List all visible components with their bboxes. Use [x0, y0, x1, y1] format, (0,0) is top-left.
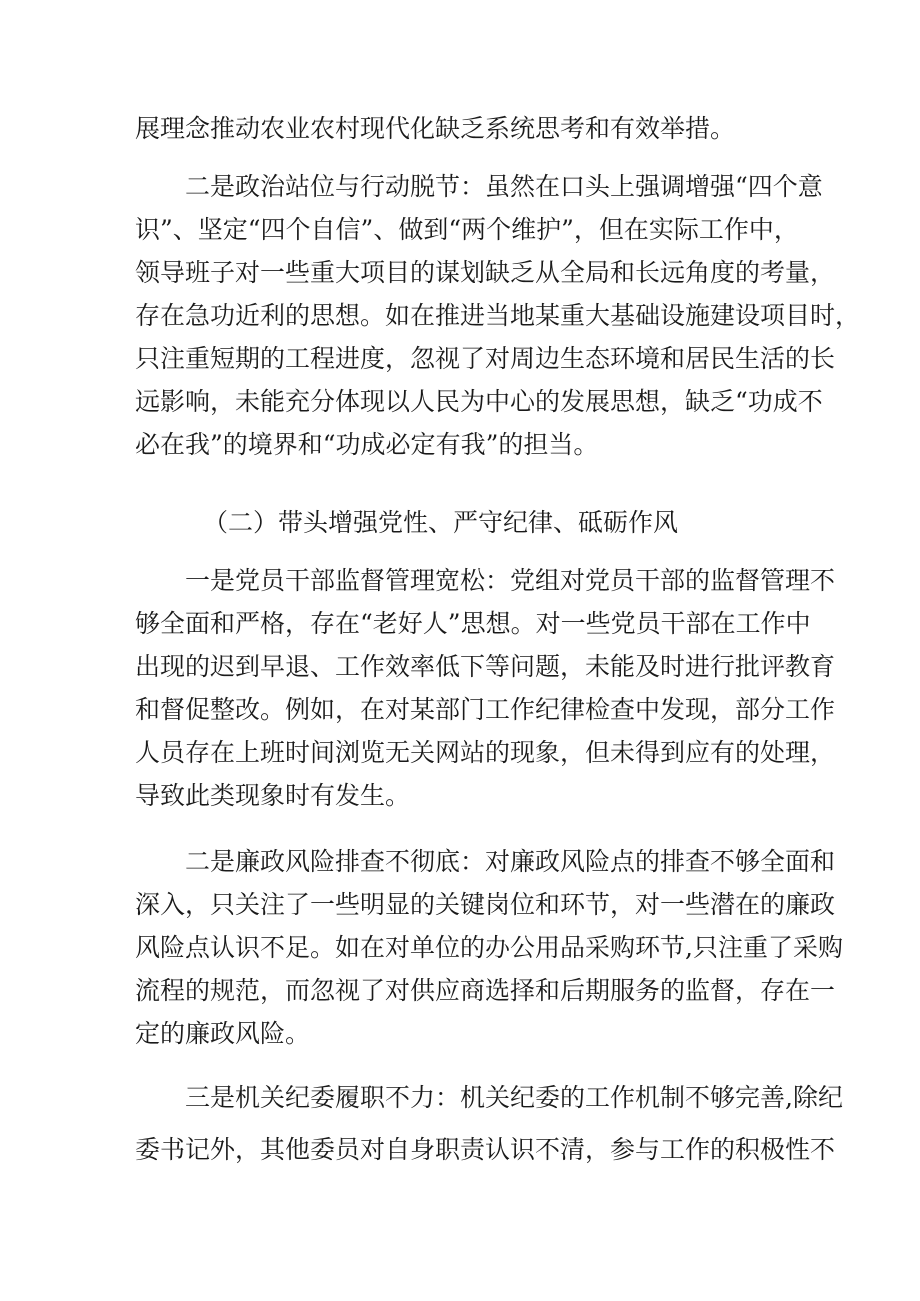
paragraph-line: 识”、坚定“四个自信”、做到“两个维护”，但在实际工作中， [135, 215, 799, 244]
paragraph-line: 必在我”的境界和“功成必定有我”的担当。 [135, 430, 599, 459]
paragraph-line: 深入，只关注了一些明显的关键岗位和环节，对一些潜在的廉政 [135, 890, 836, 919]
section-heading: （二）带头增强党性、严守纪律、砥砺作风 [203, 508, 679, 537]
paragraph-line: 一是党员干部监督管理宽松：党组对党员干部的监督管理不 [185, 566, 836, 595]
paragraph-line: 三是机关纪委履职不力：机关纪委的工作机制不够完善,除纪 [185, 1083, 843, 1112]
paragraph-line: 流程的规范，而忽视了对供应商选择和后期服务的监督，存在一 [135, 976, 836, 1005]
paragraph-line: 只注重短期的工程进度，忽视了对周边生态环境和居民生活的长 [135, 344, 836, 373]
paragraph-line: 和督促整改。例如，在对某部门工作纪律检查中发现，部分工作 [135, 695, 836, 724]
paragraph-line: 够全面和严格，存在“老好人”思想。对一些党员干部在工作中 [135, 609, 811, 638]
paragraph-line: 定的廉政风险。 [135, 1019, 311, 1048]
paragraph-line: 领导班子对一些重大项目的谋划缺乏从全局和长远角度的考量， [135, 258, 836, 287]
paragraph-line: 风险点认识不足。如在对单位的办公用品采购环节,只注重了采购 [135, 933, 843, 962]
paragraph-line: 委书记外，其他委员对自身职责认识不清，参与工作的积极性不 [135, 1135, 836, 1164]
paragraph-line: 人员存在上班时间浏览无关网站的现象，但未得到应有的处理， [135, 738, 836, 767]
paragraph-line: 出现的迟到早退、工作效率低下等问题，未能及时进行批评教育 [135, 652, 836, 681]
paragraph-line: 二是政治站位与行动脱节：虽然在口头上强调增强“四个意 [185, 172, 823, 201]
paragraph-line: 二是廉政风险排查不彻底：对廉政风险点的排查不够全面和 [185, 847, 836, 876]
paragraph-line: 导致此类现象时有发生。 [135, 781, 411, 810]
paragraph-line: 远影响，未能充分体现以人民为中心的发展思想，缺乏“功成不 [135, 387, 823, 416]
paragraph-line: 展理念推动农业农村现代化缺乏系统思考和有效举措。 [135, 114, 736, 143]
paragraph-line: 存在急功近利的思想。如在推进当地某重大基础设施建设项目时， [135, 301, 861, 330]
